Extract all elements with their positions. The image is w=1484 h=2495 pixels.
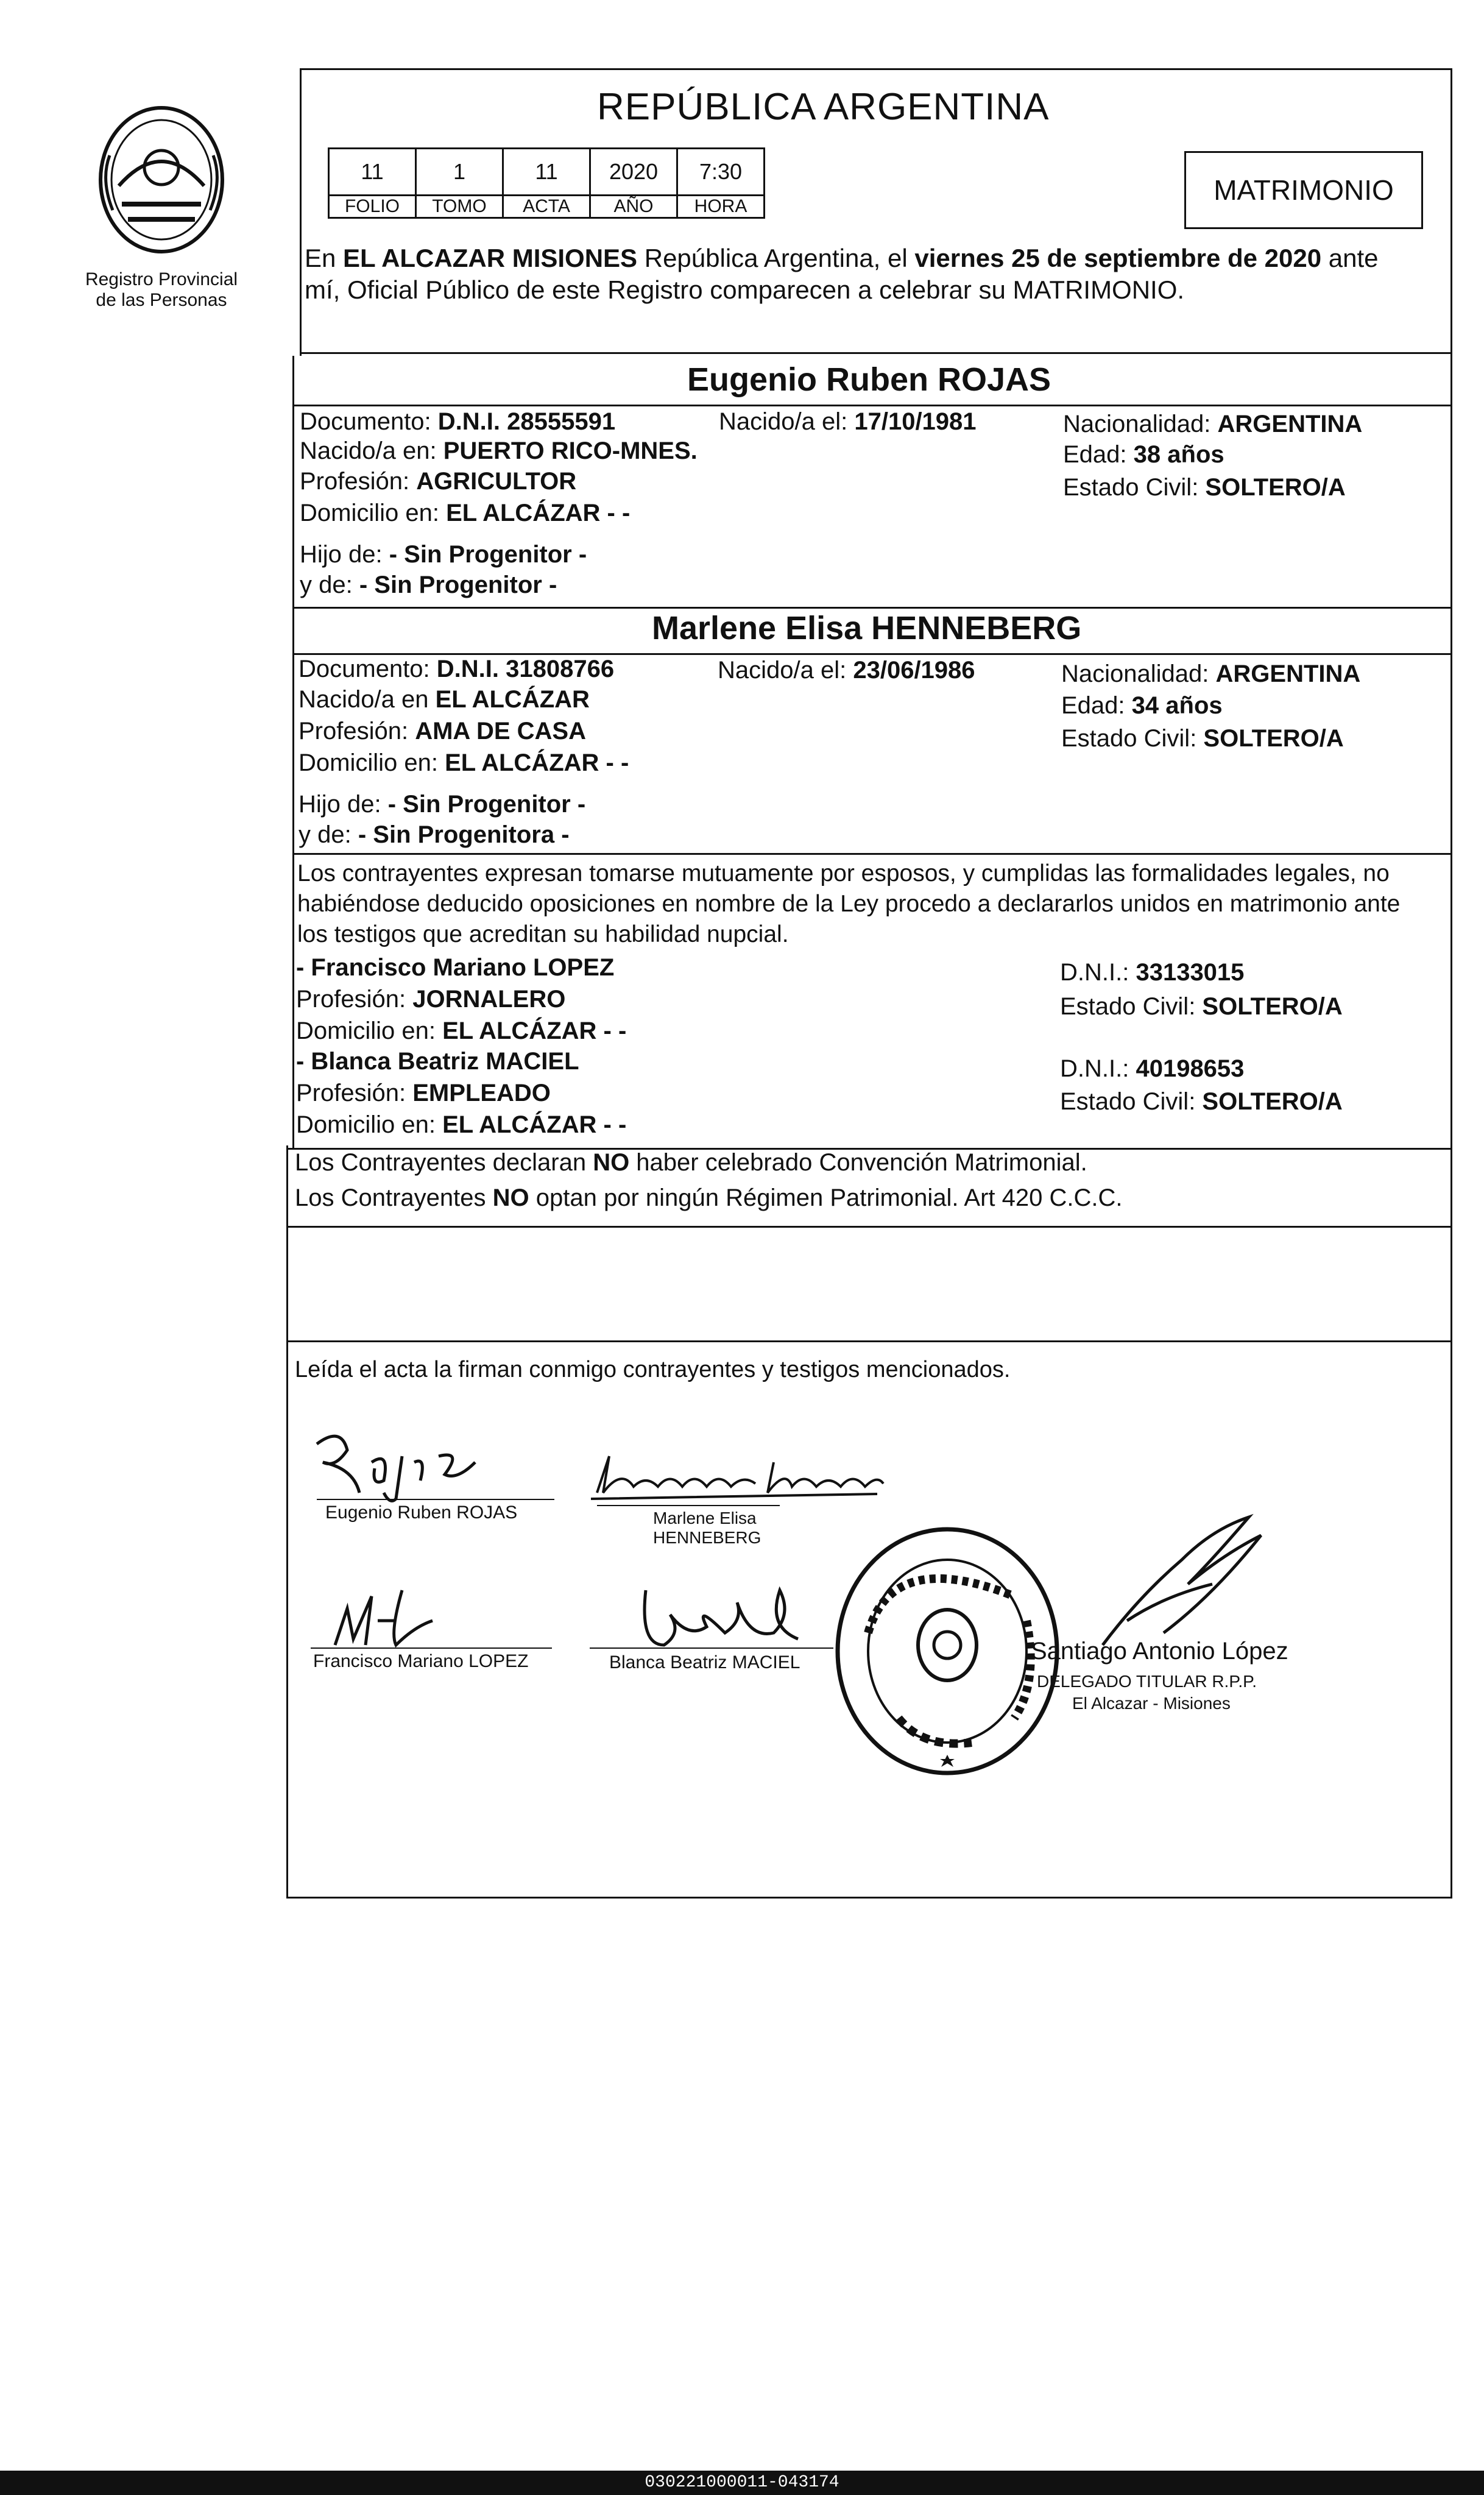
witness1-domicile: Domicilio en: EL ALCÁZAR - -: [296, 1017, 627, 1044]
spouse1-domicile: Domicilio en: EL ALCÁZAR - -: [300, 500, 631, 526]
acta-label: ACTA: [503, 196, 590, 218]
frame-right-border: [1450, 68, 1452, 1899]
spouse1-parent2: y de: - Sin Progenitor -: [300, 572, 557, 598]
page-title: REPÚBLICA ARGENTINA: [597, 86, 1050, 128]
declaration-line3: los testigos que acreditan su habilidad nupcial.: [297, 921, 789, 947]
witness1-name: - Francisco Mariano LOPEZ: [296, 954, 615, 981]
spouse2-parent1: Hijo de: - Sin Progenitor -: [299, 791, 586, 818]
spouse1-civil-status: Estado Civil: SOLTERO/A: [1063, 474, 1346, 501]
acta-value: 11: [503, 149, 590, 196]
act-type-box: MATRIMONIO: [1184, 151, 1423, 229]
spouse1-born-in: Nacido/a en: PUERTO RICO-MNES.: [300, 437, 698, 464]
frame-left-border: [300, 68, 302, 356]
signature-line: [311, 1647, 552, 1649]
spouse2-age: Edad: 34 años: [1061, 692, 1223, 719]
spouse1-name: Eugenio Ruben ROJAS: [687, 361, 1051, 398]
signature-maciel: [627, 1578, 810, 1657]
intro-line1: En EL ALCAZAR MISIONES República Argentina, el viernes 25 de septiembre de 2020 ante: [305, 244, 1379, 272]
signature-line: [317, 1499, 554, 1500]
witness2-dni: D.N.I.: 40198653: [1060, 1055, 1245, 1082]
spouse2-born-in: Nacido/a en EL ALCÁZAR: [299, 686, 590, 713]
signature-rojas: [305, 1426, 487, 1505]
signature-line: [597, 1505, 780, 1506]
divider: [292, 607, 1452, 609]
witness2-name: - Blanca Beatriz MACIEL: [296, 1048, 579, 1075]
witness1-profession: Profesión: JORNALERO: [296, 986, 566, 1013]
folio-value: 11: [329, 149, 416, 196]
witness1-civil-status: Estado Civil: SOLTERO/A: [1060, 993, 1343, 1020]
frame-left-border-bottom: [286, 1145, 288, 1899]
divider: [286, 1226, 1452, 1228]
logo-label-line1: Registro Provincial: [85, 269, 238, 289]
year-value: 2020: [590, 149, 677, 196]
official-role: DELEGADO TITULAR R.P.P.: [1037, 1672, 1257, 1691]
spouse1-nationality: Nacionalidad: ARGENTINA: [1063, 411, 1363, 437]
spouse2-parent2: y de: - Sin Progenitora -: [299, 821, 570, 848]
frame-top-border: [300, 68, 1452, 70]
spouse1-profession: Profesión: AGRICULTOR: [300, 468, 577, 495]
divider: [286, 1340, 1452, 1342]
frame-left-border-lower: [292, 356, 294, 1148]
spouse2-born-on: Nacido/a el: 23/06/1986: [718, 657, 975, 684]
declaration-line2: habiéndose deducido oposiciones en nombre de la Ley procedo a declararlos unidos en matrimonio ante: [297, 891, 1401, 917]
official-place: El Alcazar - Misiones: [1072, 1694, 1231, 1713]
witness1-dni: D.N.I.: 33133015: [1060, 959, 1245, 986]
signature-line: [590, 1647, 833, 1649]
logo-label-line2: de las Personas: [96, 290, 227, 310]
witness2-civil-status: Estado Civil: SOLTERO/A: [1060, 1088, 1343, 1115]
declaration-line1: Los contrayentes expresan tomarse mutuamente por esposos, y cumplidas las formalidades legales, no: [297, 860, 1390, 887]
divider: [292, 853, 1452, 855]
signature-label-henneberg-b: HENNEBERG: [653, 1528, 761, 1547]
signature-label-henneberg-a: Marlene Elisa: [653, 1509, 757, 1527]
spouse1-born-on: Nacido/a el: 17/10/1981: [719, 408, 977, 435]
signature-lopez: [323, 1584, 445, 1651]
official-stamp-icon: [832, 1523, 1063, 1779]
signatures-intro: Leída el acta la firman conmigo contrayentes y testigos mencionados.: [295, 1357, 1011, 1382]
hour-label: HORA: [677, 196, 765, 218]
registry-logo-label: [67, 269, 256, 311]
spouse1-document: Documento: D.N.I. 28555591: [300, 408, 616, 435]
intro-line2: mí, Oficial Público de este Registro comparecen a celebrar su MATRIMONIO.: [305, 275, 1185, 304]
divider: [300, 352, 1452, 354]
witness2-profession: Profesión: EMPLEADO: [296, 1080, 551, 1106]
regime-line2: Los Contrayentes NO optan por ningún Régimen Patrimonial. Art 420 C.C.C.: [295, 1184, 1123, 1211]
spouse2-profession: Profesión: AMA DE CASA: [299, 718, 586, 745]
folio-label: FOLIO: [329, 196, 416, 218]
signature-label-lopez: Francisco Mariano LOPEZ: [313, 1651, 529, 1671]
tomo-label: TOMO: [416, 196, 503, 218]
signature-henneberg: [585, 1450, 889, 1505]
spouse1-age: Edad: 38 años: [1063, 441, 1224, 468]
signature-label-rojas: Eugenio Ruben ROJAS: [325, 1502, 518, 1523]
tomo-value: 1: [416, 149, 503, 196]
signature-label-maciel: Blanca Beatriz MACIEL: [609, 1652, 800, 1672]
spouse1-parent1: Hijo de: - Sin Progenitor -: [300, 541, 587, 568]
hour-value: 7:30: [677, 149, 765, 196]
spouse2-domicile: Domicilio en: EL ALCÁZAR - -: [299, 749, 629, 776]
spouse2-document: Documento: D.N.I. 31808766: [299, 656, 615, 682]
divider: [292, 405, 1452, 406]
official-name: Santiago Antonio López: [1031, 1638, 1288, 1665]
regime-line1: Los Contrayentes declaran NO haber celebrado Convención Matrimonial.: [295, 1149, 1087, 1176]
spouse2-nationality: Nacionalidad: ARGENTINA: [1061, 660, 1361, 687]
registry-table: [328, 147, 765, 219]
document-code: 030221000011-043174: [0, 2471, 1484, 2495]
spouse2-civil-status: Estado Civil: SOLTERO/A: [1061, 725, 1344, 752]
signature-official: [1090, 1511, 1273, 1657]
year-label: AÑO: [590, 196, 677, 218]
provincial-seal-icon: [91, 101, 231, 259]
witness2-domicile: Domicilio en: EL ALCÁZAR - -: [296, 1111, 627, 1138]
frame-bottom-border: [286, 1897, 1452, 1899]
spouse2-name: Marlene Elisa HENNEBERG: [652, 610, 1082, 646]
